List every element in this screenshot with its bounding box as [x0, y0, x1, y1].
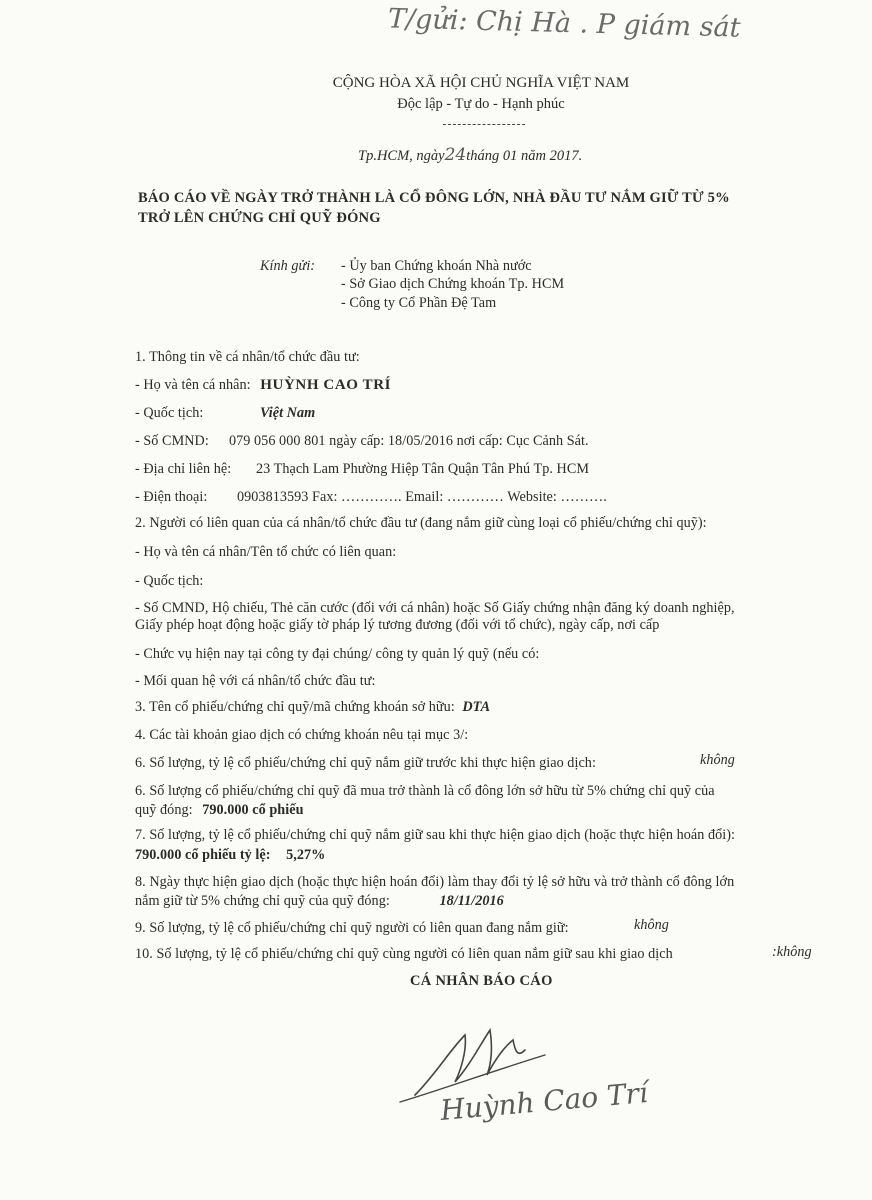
report-title-line2: TRỞ LÊN CHỨNG CHỈ QUỸ ĐÓNG	[138, 210, 381, 226]
recipient-2: - Sở Giao dịch Chứng khoán Tp. HCM	[341, 276, 565, 292]
handwritten-note: T/gửi: Chị Hà . P giám sát	[387, 3, 741, 44]
name-label: - Họ và tên cá nhân:	[135, 377, 251, 393]
phone-label: - Điện thoại:	[135, 489, 208, 505]
section-3-row	[135, 699, 490, 716]
recipients-label: Kính gửi:	[260, 258, 316, 274]
signature-name: Huỳnh Cao Trí	[438, 1075, 650, 1128]
section-9-label: 9. Số lượng, tỷ lệ cổ phiếu/chứng chỉ quỹ người có liên quan đang nắm giữ:	[135, 920, 569, 936]
section-8-line1: 8. Ngày thực hiện giao dịch (hoặc thực hiện hoán đổi) làm thay đổi tỷ lệ sở hữu và trở thành cổ đông lớn	[135, 874, 735, 890]
section-6b-label: quỹ đóng:	[135, 802, 193, 818]
related-id-line2: Giấy phép hoạt động hoặc giấy tờ pháp lý tương đương (đối với tổ chức), ngày cấp, nơi cấp	[135, 617, 660, 633]
date-prefix: Tp.HCM, ngày	[358, 148, 445, 164]
national-title: CỘNG HÒA XÃ HỘI CHỦ NGHĨA VIỆT NAM	[332, 75, 630, 91]
section-8-label: nắm giữ từ 5% chứng chỉ quỹ của quỹ đóng:	[135, 893, 390, 909]
section-1-heading: 1. Thông tin về cá nhân/tổ chức đầu tư:	[135, 349, 360, 365]
nationality-row	[135, 405, 203, 422]
section-2-heading: 2. Người có liên quan của cá nhân/tổ chức đầu tư (đang nắm giữ cùng loại cổ phiếu/chứng chỉ quỹ):	[135, 515, 707, 531]
name-row	[135, 377, 391, 394]
document-date	[358, 145, 582, 165]
related-nationality: - Quốc tịch:	[135, 573, 204, 589]
related-id-line1: - Số CMND, Hộ chiếu, Thẻ căn cước (đối với cá nhân) hoặc Số Giấy chứng nhận đăng ký doanh nghiệp,	[135, 600, 735, 616]
motto-underline	[443, 124, 525, 125]
phone-value: 0903813593 Fax: …………. Email: ………… Website: ……….	[237, 489, 607, 505]
signature-title: CÁ NHÂN BÁO CÁO	[410, 973, 553, 989]
section-7-line1: 7. Số lượng, tỷ lệ cổ phiếu/chứng chỉ quỹ nắm giữ sau khi thực hiện giao dịch (hoặc thực hiện hoán đổi):	[135, 827, 736, 843]
id-value: 079 056 000 801 ngày cấp: 18/05/2016 nơi cấp: Cục Cảnh Sát.	[229, 433, 589, 449]
recipient-3: - Công ty Cổ Phần Đệ Tam	[341, 295, 497, 311]
date-day: 24	[444, 145, 467, 165]
recipient-1: - Ủy ban Chứng khoán Nhà nước	[341, 258, 532, 274]
date-rest: tháng 01 năm 2017.	[466, 148, 583, 164]
section-10-label: 10. Số lượng, tỷ lệ cổ phiếu/chứng chỉ quỹ cùng người có liên quan nắm giữ sau khi giao dịch	[135, 946, 673, 962]
name-value: HUỲNH CAO TRÍ	[260, 377, 392, 393]
section-6b-line2	[135, 802, 304, 819]
address-value: 23 Thạch Lam Phường Hiệp Tân Quận Tân Phú Tp. HCM	[256, 461, 590, 477]
section-6b-value: 790.000 cổ phiếu	[202, 802, 304, 818]
id-label: - Số CMND:	[135, 433, 209, 449]
section-6a-label: 6. Số lượng, tỷ lệ cổ phiếu/chứng chỉ quỹ nắm giữ trước khi thực hiện giao dịch:	[135, 755, 596, 771]
section-7-ratio: 5,27%	[286, 847, 326, 863]
section-6a-value: không	[700, 752, 735, 768]
section-9-value: không	[634, 917, 669, 933]
section-10-value: :không	[772, 944, 812, 960]
nationality-value: Việt Nam	[260, 405, 316, 421]
section-4: 4. Các tài khoản giao dịch có chứng khoán nêu tại mục 3/:	[135, 727, 469, 743]
nationality-label: - Quốc tịch:	[135, 405, 204, 421]
section-7-line2	[135, 847, 325, 864]
section-8-value: 18/11/2016	[439, 893, 504, 909]
address-label: - Địa chỉ liên hệ:	[135, 461, 232, 477]
related-position: - Chức vụ hiện nay tại công ty đại chúng/ công ty quản lý quỹ (nếu có:	[135, 646, 540, 662]
national-motto: Độc lập - Tự do - Hạnh phúc	[397, 96, 565, 112]
related-relation: - Mối quan hệ với cá nhân/tổ chức đầu tư:	[135, 673, 376, 689]
section-8-line2	[135, 893, 504, 910]
section-3-value: DTA	[462, 699, 491, 715]
section-7-shares: 790.000 cổ phiếu tỷ lệ:	[135, 847, 271, 863]
related-name: - Họ và tên cá nhân/Tên tổ chức có liên quan:	[135, 544, 397, 560]
section-3-label: 3. Tên cổ phiếu/chứng chỉ quỹ/mã chứng khoán sở hữu:	[135, 699, 455, 715]
section-6b-line1: 6. Số lượng cổ phiếu/chứng chỉ quỹ đã mua trở thành là cổ đông lớn sở hữu từ 5% chứng chỉ quỹ của	[135, 783, 715, 799]
report-title-line1: BÁO CÁO VỀ NGÀY TRỞ THÀNH LÀ CỔ ĐÔNG LỚN, NHÀ ĐẦU TƯ NẮM GIỮ TỪ 5%	[138, 190, 730, 206]
